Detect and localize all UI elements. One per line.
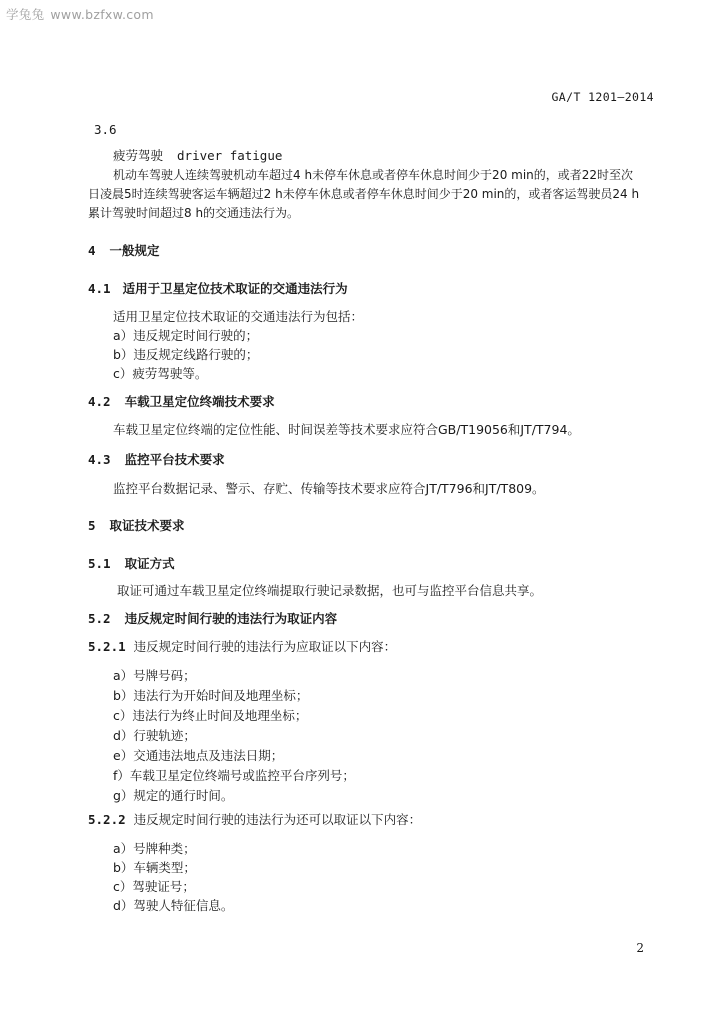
- list-item: c）驾驶证号；: [113, 879, 195, 894]
- clause-5-1-text: 取证可通过车载卫星定位终端提取行驶记录数据，也可与监控平台信息共享。: [117, 583, 543, 598]
- section-4-number: 4: [88, 243, 96, 258]
- clause-3-6-number: 3.6: [94, 122, 117, 137]
- term-heading: [113, 148, 282, 164]
- clause-5-2-1-number: 5.2.1: [88, 639, 126, 654]
- term-cn: 疲劳驾驶: [113, 148, 164, 163]
- list-item: g）规定的通行时间。: [113, 788, 234, 803]
- clause-4-3-text: 监控平台数据记录、警示、存贮、传输等技术要求应符合JT/T796和JT/T809。: [113, 481, 545, 496]
- list-item: e）交通违法地点及违法日期；: [113, 748, 284, 763]
- section-5-title: 取证技术要求: [109, 518, 185, 533]
- watermark: [6, 5, 154, 23]
- clause-4-1-number: 4.1: [88, 281, 111, 296]
- clause-5-2-title: 违反规定时间行驶的违法行为取证内容: [124, 611, 338, 626]
- clause-5-1-number: 5.1: [88, 556, 111, 571]
- clause-5-2-heading: [88, 611, 337, 627]
- section-4-title: 一般规定: [109, 243, 160, 258]
- clause-4-2-heading: [88, 394, 275, 410]
- clause-5-2-number: 5.2: [88, 611, 111, 626]
- clause-5-2-1-title: 违反规定时间行驶的违法行为应取证以下内容：: [133, 639, 397, 654]
- definition-line-1: 机动车驾驶人连续驾驶机动车超过4 h未停车休息或者停车休息时间少于20 min的，或者22时至次: [113, 168, 634, 182]
- list-item: b）违法行为开始时间及地理坐标；: [113, 688, 309, 703]
- clause-5-2-2-title: 违反规定时间行驶的违法行为还可以取证以下内容：: [133, 812, 422, 827]
- clause-4-3-heading: [88, 452, 225, 468]
- page-number: 2: [636, 941, 644, 955]
- clause-5-1-title: 取证方式: [124, 556, 175, 571]
- definition-line-2: 日凌晨5时连续驾驶客运车辆超过2 h未停车休息或者停车休息时间少于20 min的，或者客运驾驶员24 h: [88, 187, 640, 201]
- term-en: driver fatigue: [177, 148, 283, 163]
- list-item: b）车辆类型；: [113, 860, 196, 875]
- clause-4-1-intro: 适用卫星定位技术取证的交通违法行为包括：: [113, 309, 364, 324]
- list-item: b）违反规定线路行驶的；: [113, 347, 259, 362]
- clause-5-2-1-heading: [88, 639, 396, 655]
- section-4-heading: [88, 243, 160, 259]
- clause-5-1-heading: [88, 556, 175, 572]
- clause-5-2-2-heading: [88, 812, 421, 828]
- clause-4-2-number: 4.2: [88, 394, 111, 409]
- section-5-heading: [88, 518, 185, 534]
- list-item: d）驾驶人特征信息。: [113, 898, 234, 913]
- clause-4-2-title: 车载卫星定位终端技术要求: [124, 394, 275, 409]
- list-item: c）疲劳驾驶等。: [113, 366, 208, 381]
- watermark-url: www.bzfxw.com: [50, 7, 154, 22]
- definition-line-3: 累计驾驶时间超过8 h的交通违法行为。: [88, 206, 300, 220]
- clause-4-3-title: 监控平台技术要求: [124, 452, 225, 467]
- list-item: a）号牌种类；: [113, 841, 196, 856]
- list-item: a）号牌号码；: [113, 668, 196, 683]
- list-item: d）行驶轨迹；: [113, 728, 196, 743]
- list-item: a）违反规定时间行驶的；: [113, 328, 259, 343]
- clause-4-1-title: 适用于卫星定位技术取证的交通违法行为: [122, 281, 348, 296]
- clause-5-2-2-number: 5.2.2: [88, 812, 126, 827]
- section-5-number: 5: [88, 518, 96, 533]
- watermark-site-name: 学兔兔: [6, 7, 45, 22]
- list-item: c）违法行为终止时间及地理坐标；: [113, 708, 308, 723]
- clause-4-2-text: 车载卫星定位终端的定位性能、时间误差等技术要求应符合GB/T19056和JT/T794。: [113, 422, 580, 437]
- clause-4-3-number: 4.3: [88, 452, 111, 467]
- clause-4-1-heading: [88, 281, 348, 297]
- list-item: f）车载卫星定位终端号或监控平台序列号；: [113, 768, 355, 783]
- standard-code: GA/T 1201—2014: [551, 90, 654, 104]
